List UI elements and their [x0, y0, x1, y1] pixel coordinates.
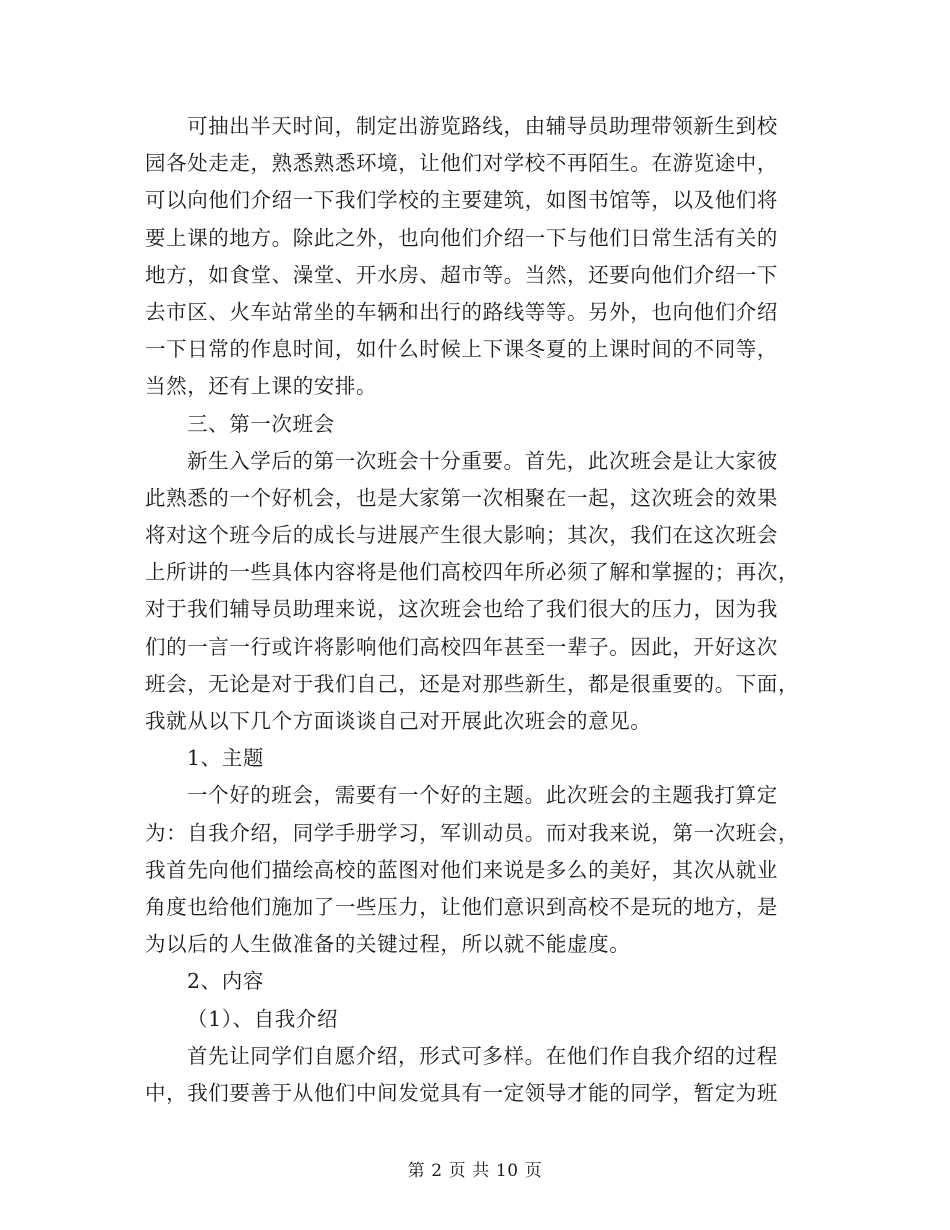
text-line: 上所讲的一些具体内容将是他们高校四年所必须了解和掌握的；再次， [145, 560, 800, 585]
text-line: 1、主题 [187, 746, 264, 771]
text-line: 中，我们要善于从他们中间发觉具有一定领导才能的同学，暂定为班 [145, 1080, 778, 1105]
text-line: 新生入学后的第一次班会十分重要。首先，此次班会是让大家彼 [187, 448, 778, 473]
text-line: 当然，还有上课的安排。 [145, 374, 378, 399]
text-line: 我首先向他们描绘高校的蓝图对他们来说是多么的美好，其次从就业 [145, 857, 778, 882]
text-line: 此熟悉的一个好机会，也是大家第一次相聚在一起，这次班会的效果 [145, 485, 778, 510]
text-line: 可以向他们介绍一下我们学校的主要建筑，如图书馆等，以及他们将 [145, 188, 778, 213]
text-line: 一个好的班会，需要有一个好的主题。此次班会的主题我打算定 [187, 783, 778, 808]
text-line: 2、内容 [187, 969, 264, 994]
text-line: 对于我们辅导员助理来说，这次班会也给了我们很大的压力，因为我 [145, 597, 778, 622]
text-line: 可抽出半天时间，制定出游览路线，由辅导员助理带领新生到校 [187, 114, 778, 138]
page-number-label: 第 2 页 共 10 页 [407, 1161, 543, 1181]
text-line: 们的一言一行或许将影响他们高校四年甚至一辈子。因此，开好这次 [145, 634, 778, 659]
text-line: 园各处走走，熟悉熟悉环境，让他们对学校不再陌生。在游览途中， [145, 151, 778, 176]
text-line: 班会，无论是对于我们自己，还是对那些新生，都是很重要的。下面， [145, 671, 800, 696]
text-line: 去市区、火车站常坐的车辆和出行的路线等等。另外，也向他们介绍 [145, 299, 778, 324]
text-line: 首先让同学们自愿介绍，形式可多样。在他们作自我介绍的过程 [187, 1043, 778, 1068]
text-line: 为：自我介绍，同学手册学习，军训动员。而对我来说，第一次班会， [145, 820, 800, 845]
page-number-footer [0, 1156, 950, 1181]
text-line: 一下日常的作息时间，如什么时候上下课冬夏的上课时间的不同等， [145, 337, 778, 362]
text-line: 地方，如食堂、澡堂、开水房、超市等。当然，还要向他们介绍一下 [145, 262, 778, 287]
text-line: 我就从以下几个方面谈谈自己对开展此次班会的意见。 [145, 709, 652, 733]
text-line: （1）、自我介绍 [187, 1006, 339, 1031]
text-line: 要上课的地方。除此之外，也向他们介绍一下与他们日常生活有关的 [145, 225, 778, 250]
text-line: 将对这个班今后的成长与进展产生很大影响；其次，我们在这次班会 [145, 523, 778, 548]
text-line: 为以后的人生做准备的关键过程，所以就不能虚度。 [145, 932, 631, 957]
text-line: 角度也给他们施加了一些压力，让他们意识到高校不是玩的地方，是 [145, 894, 778, 919]
text-line: 三、第一次班会 [187, 411, 335, 436]
document-body [145, 108, 805, 1112]
